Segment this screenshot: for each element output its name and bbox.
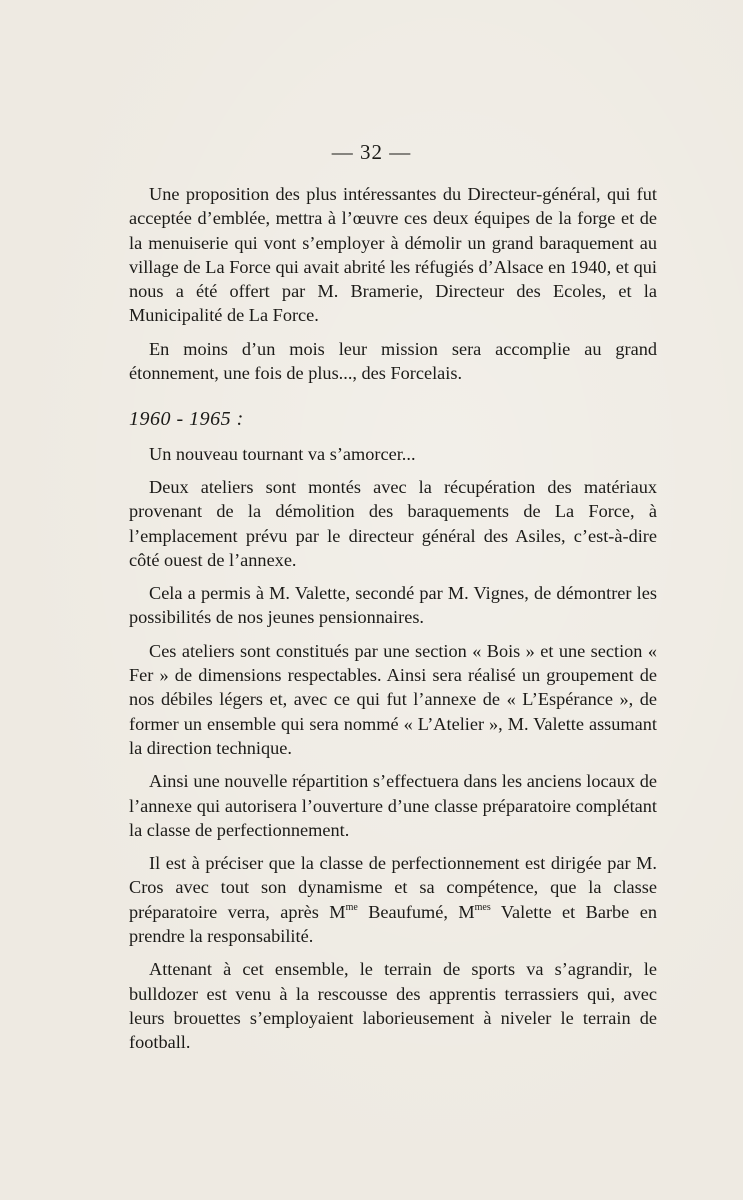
paragraph: Ainsi une nouvelle répartition s’effectuera dans les anciens locaux de l’annexe qui autorisera l’ouverture d’une classe préparatoire complétant la classe de perfectionnement. (129, 771, 657, 840)
page-number: — 32 — (331, 140, 412, 164)
paragraph-staff (129, 851, 657, 948)
text-run: Il est à préciser que la classe de perfectionnement est dirigée par M. Cros avec tout son dynamisme et sa compétence, que la classe préparatoire verra, après M (129, 853, 657, 922)
paragraph: Cela a permis à M. Valette, secondé par M. Vignes, de démontrer les possibilités de nos jeunes pensionnaires. (129, 583, 657, 628)
superscript: mes (474, 901, 491, 913)
paragraph: Attenant à cet ensemble, le terrain de sports va s’agrandir, le bulldozer est venu à la rescousse des apprentis terrassiers qui, avec leurs brouettes s’employaient laborieusement à niveler le terrain de football. (129, 959, 657, 1053)
paragraph: Deux ateliers sont montés avec la récupération des matériaux provenant de la démolition des baraquements de La Force, à l’emplacement prévu par le directeur général des Asiles, c’est-à-dire côté ouest de l’annexe. (129, 476, 657, 570)
paragraph: Ces ateliers sont constitués par une section « Bois » et une section « Fer » de dimensions respectables. Ainsi sera réalisé un groupement de nos débiles légers et, avec ce qui fut l’annexe de « L’Espérance », de former un ensemble qui sera nommé « L’Atelier », M. Valette assumant la direction technique. (129, 640, 657, 758)
text-run: Beaufumé, M (357, 901, 475, 922)
superscript: me (345, 901, 358, 913)
body-text (129, 182, 657, 1064)
text-run: Valette et Barbe en prendre la responsabilité. (129, 901, 657, 947)
paragraph: Un nouveau tournant va s’amorcer... (149, 443, 416, 464)
paragraph: Une proposition des plus intéressantes du Directeur-général, qui fut acceptée d’emblée, mettra à l’œuvre ces deux équipes de la forge et de la menuiserie qui vont s’employer à démolir un grand baraquement au village de La Force qui avait abrité les réfugiés d’Alsace en 1940, et qui nous a été offert par M. Bramerie, Directeur des Ecoles, et la Municipalité de La Force. (129, 184, 657, 326)
section-heading: 1960 - 1965 : (129, 408, 244, 431)
paragraph: En moins d’un mois leur mission sera accomplie au grand étonnement, une fois de plus..., des Forcelais. (129, 338, 657, 384)
